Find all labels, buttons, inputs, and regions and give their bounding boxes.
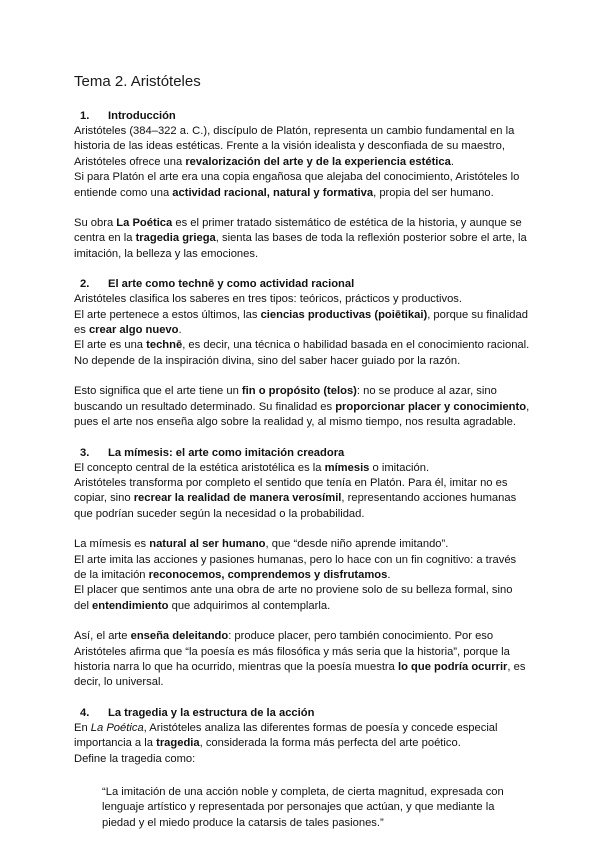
text-run: Si para Platón el arte era una copia engañosa que alejaba del conocimiento, Aristóteles lo entiende como una: [74, 171, 520, 199]
bold-text: tragedia griega: [135, 232, 216, 245]
paragraph: [74, 308, 530, 339]
bold-text: proporcionar placer y conocimiento: [335, 400, 527, 413]
bold-text: crear algo nuevo: [88, 324, 179, 337]
text-run: , pues el arte nos enseña algo sobre la realidad y, al mismo tiempo, nos resulta agradable.: [74, 400, 530, 429]
text-run: El concepto central de la estética aristotélica es la: [74, 461, 325, 474]
section-heading-text: El arte como technē y como actividad racional: [108, 278, 355, 291]
paragraph: [74, 629, 530, 691]
bold-text: La Poética: [116, 217, 173, 230]
section-number: 2.: [80, 278, 90, 291]
section-heading-text: Introducción: [108, 110, 176, 122]
text-run: Esto significa que el arte tiene un: [74, 385, 242, 398]
bold-text: entendimiento: [92, 599, 169, 612]
text-run: o imitación.: [369, 461, 430, 474]
bold-text: fin o propósito (telos): [241, 385, 357, 398]
text-run: , es decir, una técnica o habilidad basada en el conocimiento racional. No depende de la inspiración divina, sino del saber hacer guiado por la razón.: [74, 339, 530, 367]
text-run: El placer que sentimos ante una obra de arte no proviene solo de su belleza formal, sino del: [74, 584, 513, 612]
text-run: Define la tragedia como:: [74, 752, 196, 765]
text-run: .: [450, 155, 454, 168]
paragraph: [74, 553, 530, 584]
paragraph: [74, 537, 530, 552]
text-run: , Aristóteles analiza las diferentes formas de poesía y concede especial importancia a la: [74, 721, 498, 750]
bold-text: revalorización del arte y de la experiencia estética: [185, 155, 451, 168]
section-heading-text: La mímesis: el arte como imitación creadora: [108, 446, 345, 459]
text-run: que adquirimos al contemplarla.: [168, 599, 331, 612]
tragedy-definition-quote: “La imitación de una acción noble y completa, de cierta magnitud, expresada con lenguaje artístico y representada por personajes que actúan, y que mediante la piedad y el miedo produce la catarsis de tales pasiones.”: [102, 786, 504, 829]
bold-text: technē: [146, 339, 183, 352]
text-run: .: [387, 568, 391, 581]
paragraph-gap: [74, 522, 530, 537]
text-run: .: [178, 324, 182, 337]
bold-text: mímesis: [324, 461, 370, 474]
paragraph: [74, 721, 530, 752]
paragraph: [74, 752, 530, 767]
paragraph: [74, 384, 530, 430]
paragraph: [74, 583, 530, 614]
text-run: : produce placer, pero también conocimiento. Por eso Aristóteles afirma que “la poesía es más filosófica y más seria que la historia”, porque la historia narra lo que ha ocurrido, mientras que la poesía muestra: [74, 630, 510, 673]
section-heading: [74, 277, 530, 292]
text-run: , propia del ser humano.: [373, 186, 494, 199]
text-run: La mímesis es: [74, 538, 150, 551]
section-number: 3.: [80, 446, 90, 459]
section-heading: [74, 109, 530, 124]
bold-text: enseña deleitando: [130, 630, 229, 643]
section-number: 4.: [80, 706, 90, 719]
bold-text: reconocemos, comprendemos y disfrutamos: [148, 568, 388, 581]
text-run: , porque su finalidad es: [74, 308, 528, 337]
italic-text: La Poética: [90, 721, 144, 734]
section-heading-text: La tragedia y la estructura de la acción: [108, 706, 315, 719]
paragraph-gap: [74, 369, 530, 384]
text-run: El arte es una: [74, 339, 147, 352]
paragraph: [74, 170, 530, 201]
bold-text: recrear la realidad de manera verosímil: [133, 492, 342, 505]
text-run: Aristóteles transforma por completo el sentido que tenía en Platón. Para él, imitar no es copiar, sino: [74, 476, 508, 505]
paragraph: [74, 292, 530, 307]
bold-text: natural al ser humano: [149, 538, 266, 551]
text-run: , sienta las bases de toda la reflexión posterior sobre el arte, la imitación, la belleza y las emociones.: [74, 232, 527, 260]
text-run: El arte pertenece a estos últimos, las: [74, 308, 261, 321]
document-title: Tema 2. Aristóteles: [74, 73, 201, 90]
bold-text: ciencias productivas (poiētikai): [260, 308, 428, 321]
text-run: : no se produce al azar, sino buscando un resultado determinado. Su finalidad es: [74, 385, 497, 413]
text-run: Aristóteles (384–322 a. C.), discípulo de Platón, representa un cambio fundamental en la historia de las ideas estéticas. Frente a la visión idealista y desconfiada de su maestro, Aristóteles ofrece una: [74, 125, 515, 168]
paragraph: [74, 124, 530, 170]
section-heading: [74, 706, 530, 721]
text-run: , representando acciones humanas que podrían suceder según la necesidad o la probabilidad.: [74, 492, 517, 520]
bold-text: lo que podría ocurrir: [398, 660, 508, 673]
document-body: [74, 109, 530, 767]
bold-text: actividad racional, natural y formativa: [172, 186, 374, 199]
bold-text: tragedia: [156, 737, 200, 750]
text-run: , que “desde niño aprende imitando”.: [265, 538, 449, 551]
paragraph: [74, 476, 530, 522]
paragraph: [74, 461, 530, 476]
paragraph: [74, 338, 530, 369]
text-run: es el primer tratado sistemático de estética de la historia, y aunque se centra en la: [74, 217, 522, 245]
text-run: , es decir, lo universal.: [74, 660, 526, 689]
text-run: En: [74, 721, 91, 734]
paragraph-gap: [74, 614, 530, 629]
paragraph-gap: [74, 201, 530, 216]
section-number: 1.: [80, 110, 90, 122]
paragraph: [74, 216, 530, 262]
text-run: Aristóteles clasifica los saberes en tres tipos: teóricos, prácticos y productivos.: [74, 293, 462, 306]
section-heading: [74, 446, 530, 461]
text-run: , considerada la forma más perfecta del arte poético.: [199, 737, 461, 750]
text-run: Su obra: [74, 217, 117, 230]
text-run: Así, el arte: [74, 630, 131, 643]
text-run: El arte imita las acciones y pasiones humanas, pero lo hace con un fin cognitivo: a través de la imitación: [74, 553, 517, 581]
